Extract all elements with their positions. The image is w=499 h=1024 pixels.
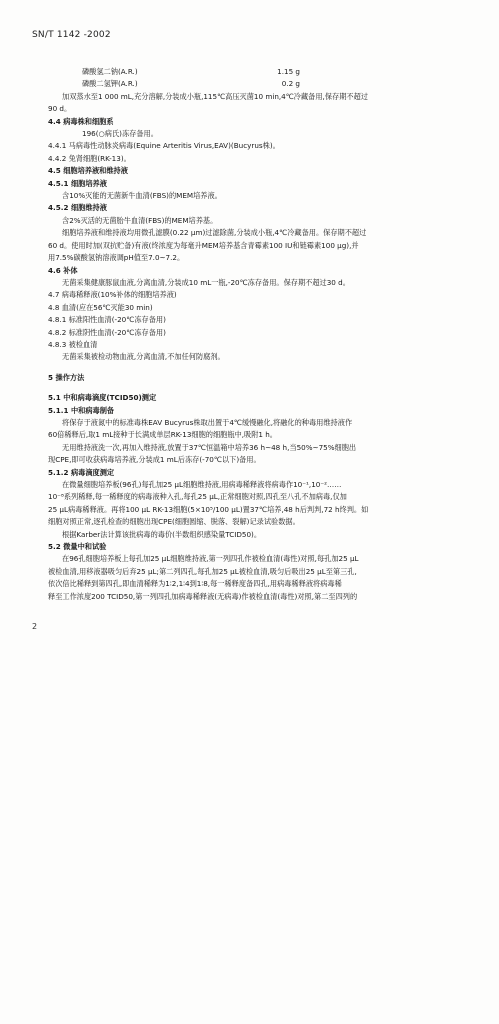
text-line: 在微量细胞培养板(96孔)每孔加25 μL细胞维持液,用病毒稀释液将病毒作10⁻¹,10⁻²…… (62, 480, 342, 489)
section-heading: 5.1.1 中和病毒制备 (48, 405, 115, 415)
text-line: 依次倍比稀释到第四孔,即血清稀释为1∶2,1∶4到1∶8,每一稀释度备四孔,用病毒稀释液将病毒稀 (48, 579, 342, 589)
text-line: 无菌采集被检动物血液,分离血清,不加任何防腐剂。 (62, 352, 225, 362)
section-heading: 5 操作方法 (48, 372, 85, 382)
text-line: 释至工作浓度200 TCID50,第一列四孔加病毒稀释液(无病毒)作被检血清(毒性)对照,第二至四列的 (48, 591, 358, 601)
section-heading: 4.5.1 细胞培养液 (48, 178, 107, 188)
text-line: 被检血清,用移液器吸匀后弃25 μL;第二列四孔,每孔加25 μL被检血清,吸匀后吸出25 μL至第三孔, (48, 566, 357, 576)
text-line: 加双蒸水至1 000 mL,充分溶解,分装成小瓶,115℃高压灭菌10 min,4℃冷藏备用,保存期不超过 (62, 91, 368, 101)
document-body (48, 66, 460, 603)
text-line: 4.7 病毒稀释液(10%补体的细胞培养液) (48, 290, 177, 300)
text-line: 含2%灭活的无菌胎牛血清(FBS)的MEM培养基。 (62, 215, 218, 225)
reagent-row (48, 78, 460, 90)
text-line: 含10%灭能的无菌新牛血清(FBS)的MEM培养液。 (62, 191, 222, 201)
text-line: 4.8.1 标准阳性血清(-20℃冻存备用) (48, 315, 166, 325)
text-line: 在96孔细胞培养板上每孔加25 μL细胞维持液,第一列四孔作被检血清(毒性)对照,每孔加25 μL (62, 554, 359, 564)
text-line: 4.8.2 标准阴性血清(-20℃冻存备用) (48, 327, 166, 337)
reagent-name: 磷酸二氢钾(A.R.) (82, 79, 138, 89)
text-line: 10⁻⁸系列稀释,每一稀释度的病毒液种入孔,每孔25 μL,正常细胞对照,四孔至八孔不加病毒,仅加 (48, 492, 347, 502)
text-line: 60倍稀释后,取1 mL接种于长满成单层RK-13细胞的细胞瓶中,吸附1 h。 (48, 430, 277, 440)
section-heading: 5.2 微量中和试验 (48, 542, 107, 552)
section-heading: 4.4 病毒株和细胞系 (48, 116, 114, 126)
text-line: 现CPE,即可收获病毒培养液,分装成1 mL后冻存(-70℃以下)备用。 (48, 455, 261, 465)
text-line: 根据Karber法计算该批病毒的毒价(半数组织感染量TCID50)。 (62, 529, 262, 539)
text-line: 4.8 血清(应在56℃灭能30 min) (48, 302, 153, 312)
text-line: 用7.5%碳酸氢钠溶液调pH值至7.0~7.2。 (48, 253, 185, 263)
text-line: 无菌采集健康豚鼠血液,分离血清,分装成10 mL一瓶,-20℃冻存备用。保存期不超过30 d。 (62, 277, 350, 287)
spacer (48, 384, 460, 392)
text-line: 196(○病氏)冻存备用。 (82, 129, 158, 139)
reagent-row (48, 66, 460, 78)
section-heading: 4.5.2 细胞维持液 (48, 203, 107, 213)
reagent-name: 磷酸氢二钠(A.R.) (82, 67, 138, 76)
reagent-amount: 0.2 g (281, 79, 300, 89)
text-line: 细胞对照正常,逐孔检查的细胞出现CPE(细胞圆缩、脱落、裂解)记录试验数据。 (48, 517, 300, 527)
page-number: 2 (32, 622, 38, 631)
text-line: 4.4.1 马病毒性动脉炎病毒(Equine Arteritis Virus,EAV)(Bucyrus株)。 (48, 141, 280, 151)
text-line: 细胞培养液和维持液均用微孔滤膜(0.22 μm)过滤除菌,分装成小瓶,4℃冷藏备用。保存期不超过 (62, 228, 367, 238)
text-line: 60 d。使用时加(双抗贮备)有液(终浓度为每毫升MEM培养基含青霉素100 IU和链霉素100 μg),并 (48, 240, 359, 250)
text-line: 25 μL病毒稀释液。再将100 μL RK-13细胞(5×10⁵/100 μL)置37℃培养,48 h后判判,72 h终判。如 (48, 504, 369, 514)
standard-code-header: SN/T 1142 -2002 (32, 30, 111, 40)
spacer (48, 364, 460, 372)
text-line: 无用维持液洗一次,再加入维持液,放置于37℃恒温箱中培养36 h~48 h,当50%~75%细胞出 (62, 442, 357, 452)
section-heading: 5.1 中和病毒滴度(TCID50)测定 (48, 393, 157, 403)
reagent-amount: 1.15 g (277, 67, 300, 76)
section-heading: 4.5 细胞培养液和维持液 (48, 166, 128, 176)
text-line: 90 d。 (48, 104, 72, 114)
section-heading: 4.6 补体 (48, 265, 78, 275)
section-heading: 5.1.2 病毒滴度测定 (48, 467, 115, 477)
text-line: 4.4.2 兔肾细胞(RK-13)。 (48, 153, 131, 163)
text-line: 将保存于液氮中的标准毒株EAV Bucyrus株取出置于4℃缓慢融化,将融化的种毒用维持液作 (62, 417, 353, 427)
text-line: 4.8.3 被检血清 (48, 339, 98, 349)
